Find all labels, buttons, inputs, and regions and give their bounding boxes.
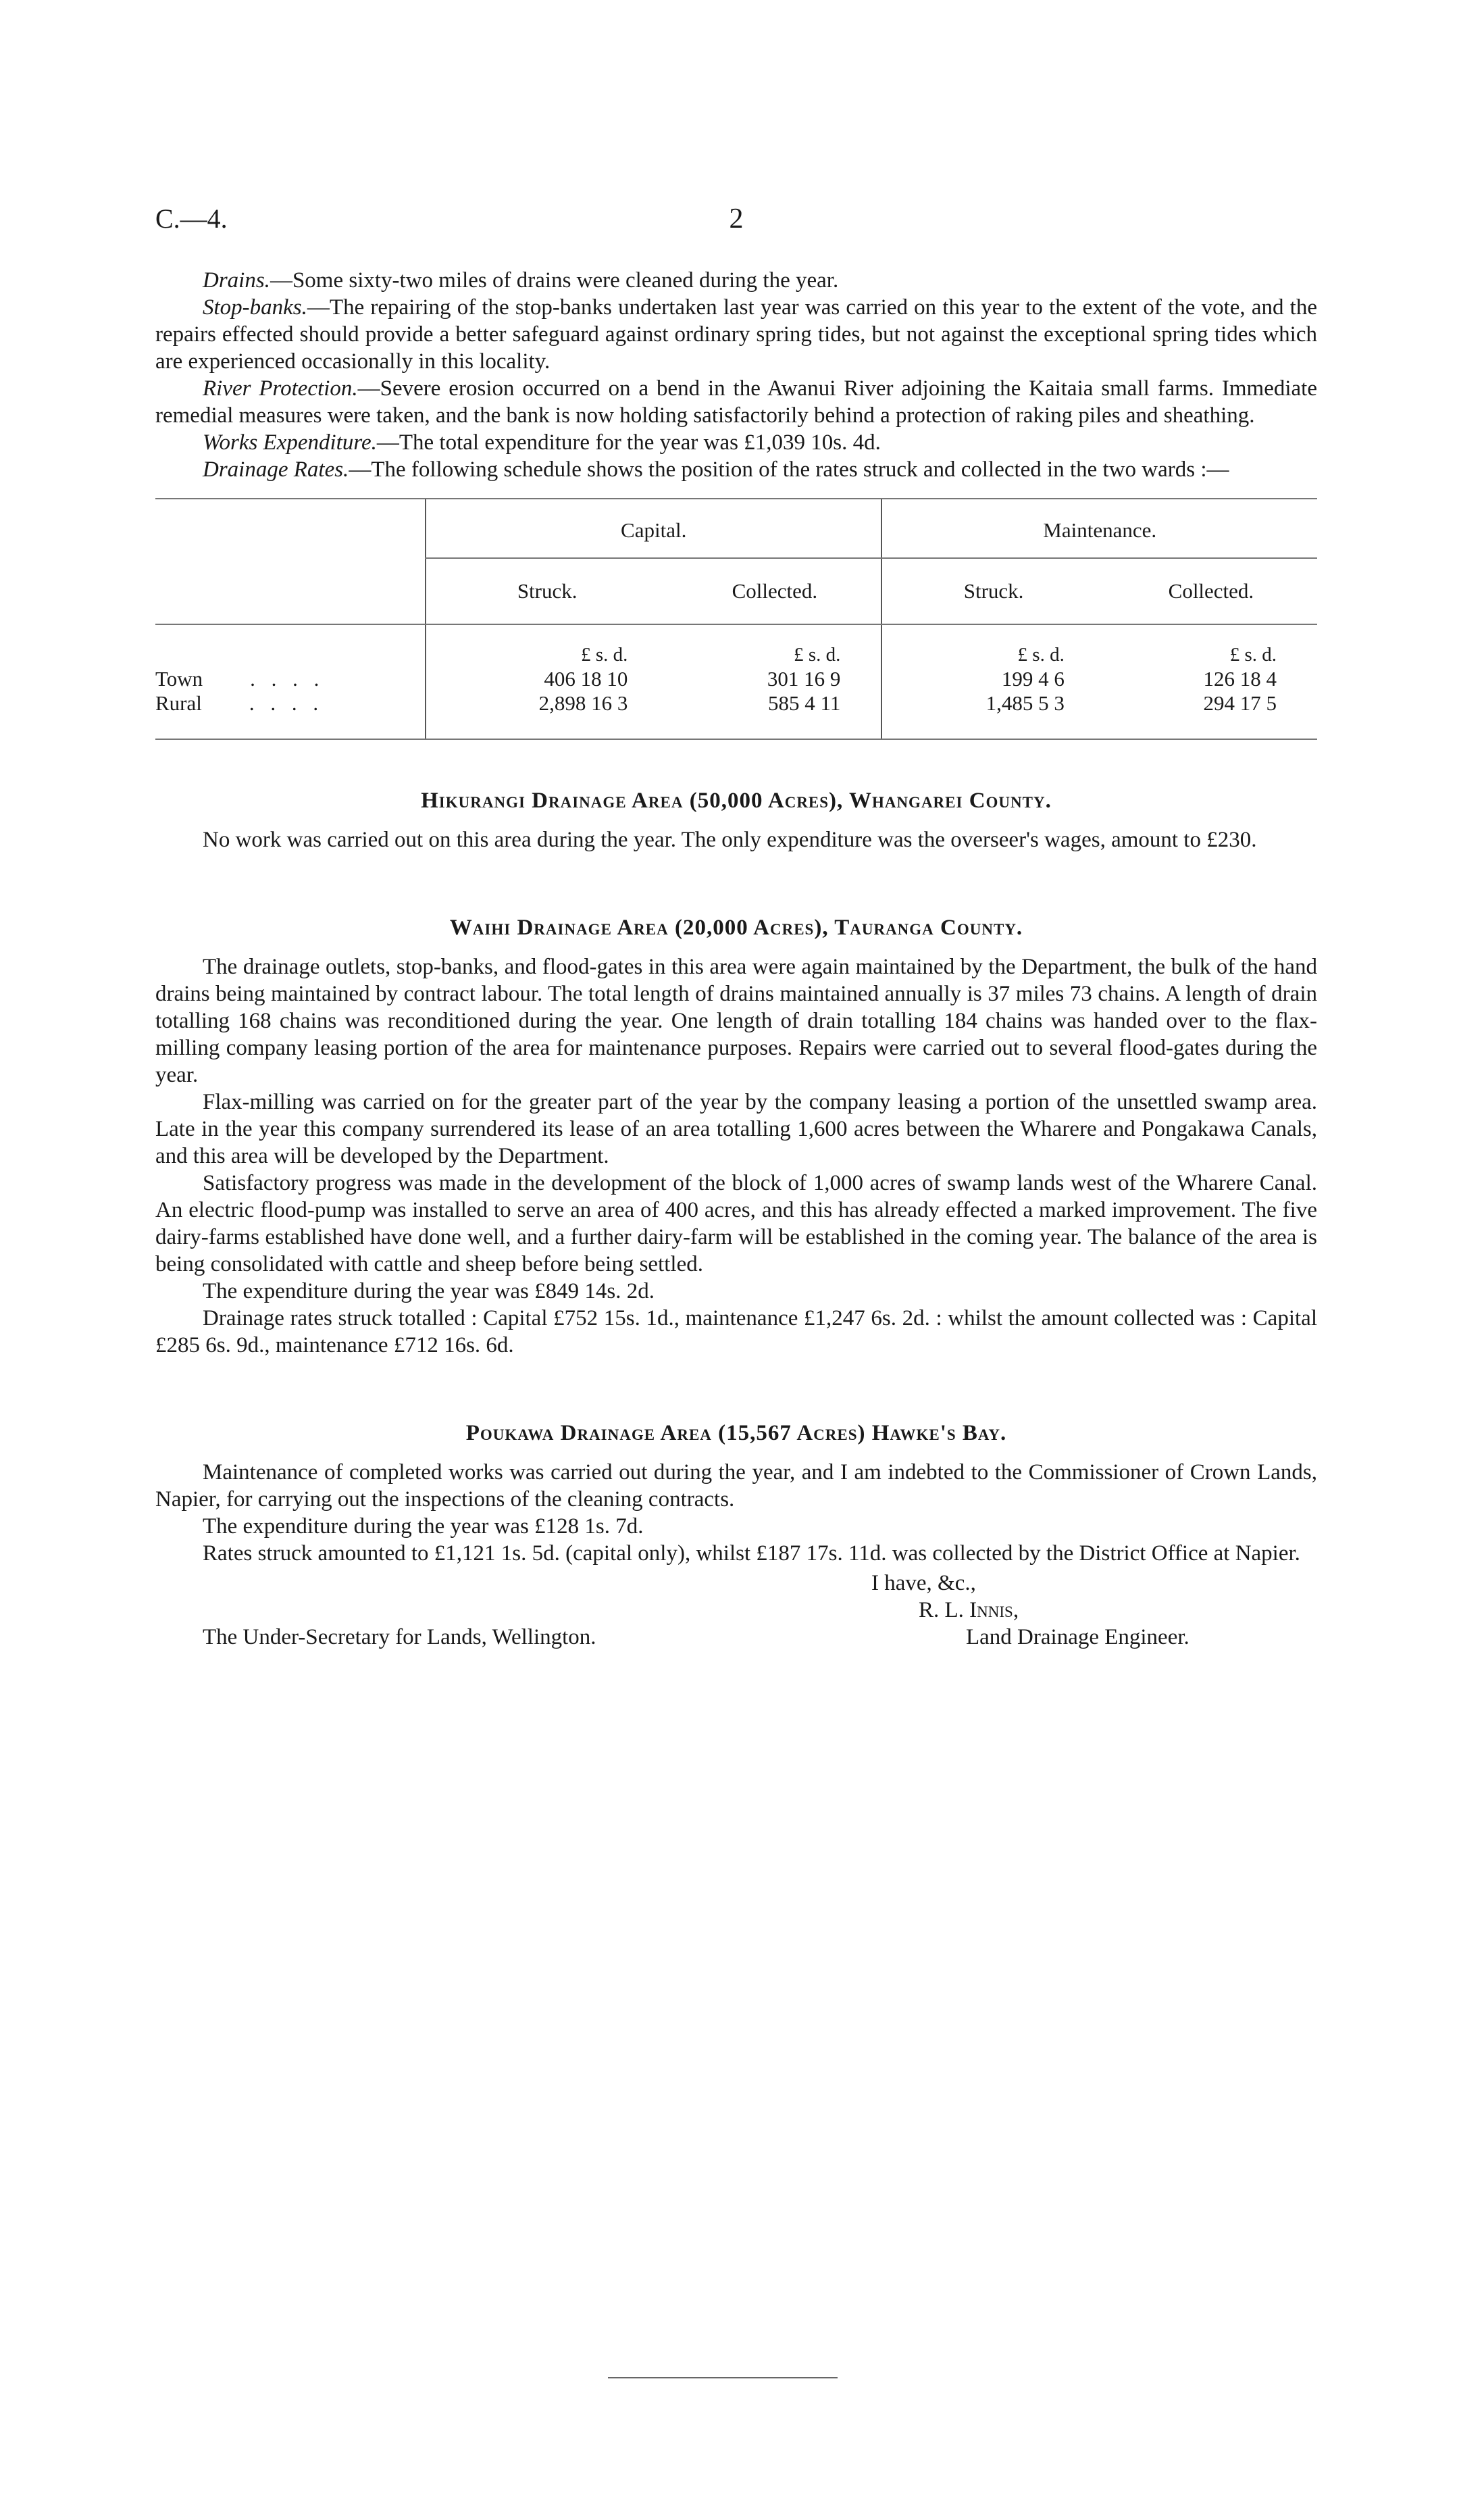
paragraph-poukawa-1: Maintenance of completed works was carried out during the year, and I am indebted to the Commissioner of Crown Lands, Napier, for carrying out the inspections of the cleaning contracts. [155, 1460, 1317, 1512]
header-capital-collected: Collected. [668, 558, 881, 624]
table-row [155, 667, 1317, 691]
leader-dots: . . . . [249, 691, 324, 715]
unit-label: £ s. d. [1229, 644, 1277, 666]
unit-label: £ s. d. [881, 624, 1104, 667]
header-capital: Capital. [426, 499, 881, 558]
table-row [155, 691, 1317, 739]
text-river-protection: —Severe erosion occurred on a bend in the Awanui River adjoining the Kaitaia small farms. Immediate remedial measures were taken, and the bank is now holding satisfactorily behind a protection of raking piles and sheathing. [155, 376, 1317, 428]
paragraph-stop-banks [155, 294, 1317, 375]
cell-town-maintenance-collected: 126 18 4 [1203, 667, 1277, 691]
row-label-town: Town [155, 667, 203, 691]
document-id: C.—4. [155, 203, 228, 234]
paragraph-drains [155, 267, 1317, 294]
paragraph-river-protection [155, 375, 1317, 429]
lead-river-protection: River Protection. [203, 376, 358, 401]
heading-hikurangi: Hikurangi Drainage Area (50,000 Acres), Whangarei County. [421, 789, 1052, 813]
signature-block [155, 1570, 1317, 1678]
text-stop-banks: —The repairing of the stop-banks undertaken last year was carried on this year to the extent of the vote, and the repairs effected should provide a better safeguard against ordinary spring tides, but not against the exceptional spring tides which are experienced occasionally in this locality. [155, 295, 1317, 374]
paragraph-waihi-1: The drainage outlets, stop-banks, and flood-gates in this area were again maintained by the Department, the bulk of the hand drains being maintained by contract labour. The total length of drains maintained annually is 37 miles 73 chains. A length of drain totalling 168 chains was reconditioned during the year. One length of drain totalling 184 chains was handed over to the flax-milling company leasing portion of the area for maintenance purposes. Repairs were carried out to several flood-gates during the year. [155, 955, 1317, 1087]
cell-rural-maintenance-collected: 294 17 5 [1105, 691, 1317, 739]
page-body [155, 267, 1317, 1678]
cell-rural-maintenance-struck: 1,485 5 3 [881, 691, 1104, 739]
unit-label: £ s. d. [426, 624, 668, 667]
text-drainage-rates: —The following schedule shows the position of the rates struck and collected in the two wards :— [349, 457, 1229, 482]
units-row [155, 624, 1317, 667]
lead-drains: Drains. [203, 268, 270, 293]
rates-table [155, 498, 1317, 740]
signature-closing: I have, &c., [871, 1571, 976, 1595]
cell-town-capital-struck: 406 18 10 [426, 667, 668, 691]
page-header [155, 203, 1317, 243]
heading-poukawa: Poukawa Drainage Area (15,567 Acres) Hawke's Bay. [465, 1421, 1007, 1445]
paragraph-works-expenditure [155, 429, 1317, 456]
addressee: The Under-Secretary for Lands, Wellington. [203, 1625, 596, 1649]
lead-drainage-rates: Drainage Rates. [203, 457, 349, 482]
row-label-rural: Rural [155, 691, 202, 715]
heading-waihi: Waihi Drainage Area (20,000 Acres), Tauranga County. [449, 916, 1023, 940]
header-maintenance-collected: Collected. [1105, 558, 1317, 624]
paragraph-waihi-5: Drainage rates struck totalled : Capital £752 15s. 1d., maintenance £1,247 6s. 2d. : whilst the amount collected was : Capital £285 6s. 9d., maintenance £712 16s. 6d. [155, 1306, 1317, 1357]
lead-works-expenditure: Works Expenditure. [203, 430, 377, 455]
cell-rural-capital-collected: 585 4 11 [668, 691, 881, 739]
text-drains: —Some sixty-two miles of drains were cleaned during the year. [270, 268, 839, 293]
leader-dots: . . . . [250, 667, 325, 691]
paragraph-poukawa-3: Rates struck amounted to £1,121 1s. 5d. (capital only), whilst £187 17s. 11d. was collected by the District Office at Napier. [203, 1541, 1300, 1566]
cell-town-capital-collected: 301 16 9 [767, 667, 841, 691]
cell-town-maintenance-struck: 199 4 6 [881, 667, 1104, 691]
paragraph-waihi-3: Satisfactory progress was made in the development of the block of 1,000 acres of swamp lands west of the Wharere Canal. An electric flood-pump was installed to serve an area of 400 acres, and this has already effected a marked improvement. The five dairy-farms established have done well, and a further dairy-farm will be established in the coming year. The balance of the area is being consolidated with cattle and sheep before being settled. [155, 1171, 1317, 1276]
signature-title: Land Drainage Engineer. [966, 1625, 1189, 1649]
cell-rural-capital-struck: 2,898 16 3 [426, 691, 668, 739]
paragraph-hikurangi: No work was carried out on this area during the year. The only expenditure was the overseer's wages, amount to £230. [203, 828, 1257, 852]
header-maintenance: Maintenance. [881, 499, 1317, 558]
signature-name: R. L. Innis, [919, 1598, 1019, 1622]
paragraph-drainage-rates [155, 456, 1317, 483]
paragraph-waihi-4: The expenditure during the year was £849 14s. 2d. [203, 1279, 655, 1303]
table-corner [155, 499, 426, 624]
header-maintenance-struck: Struck. [881, 558, 1104, 624]
unit-label: £ s. d. [794, 644, 841, 666]
page-number: 2 [729, 203, 744, 234]
lead-stop-banks: Stop-banks. [203, 295, 307, 320]
paragraph-waihi-2: Flax-milling was carried on for the greater part of the year by the company leasing a portion of the unsettled swamp area. Late in the year this company surrendered its lease of an area totalling 1,600 acres between the Wharere and Pongakawa Canals, and this area will be developed by the Department. [155, 1090, 1317, 1168]
text-works-expenditure: —The total expenditure for the year was £1,039 10s. 4d. [376, 430, 881, 455]
header-capital-struck: Struck. [426, 558, 668, 624]
paragraph-poukawa-2: The expenditure during the year was £128 1s. 7d. [203, 1514, 644, 1539]
end-rule [608, 2377, 838, 2378]
